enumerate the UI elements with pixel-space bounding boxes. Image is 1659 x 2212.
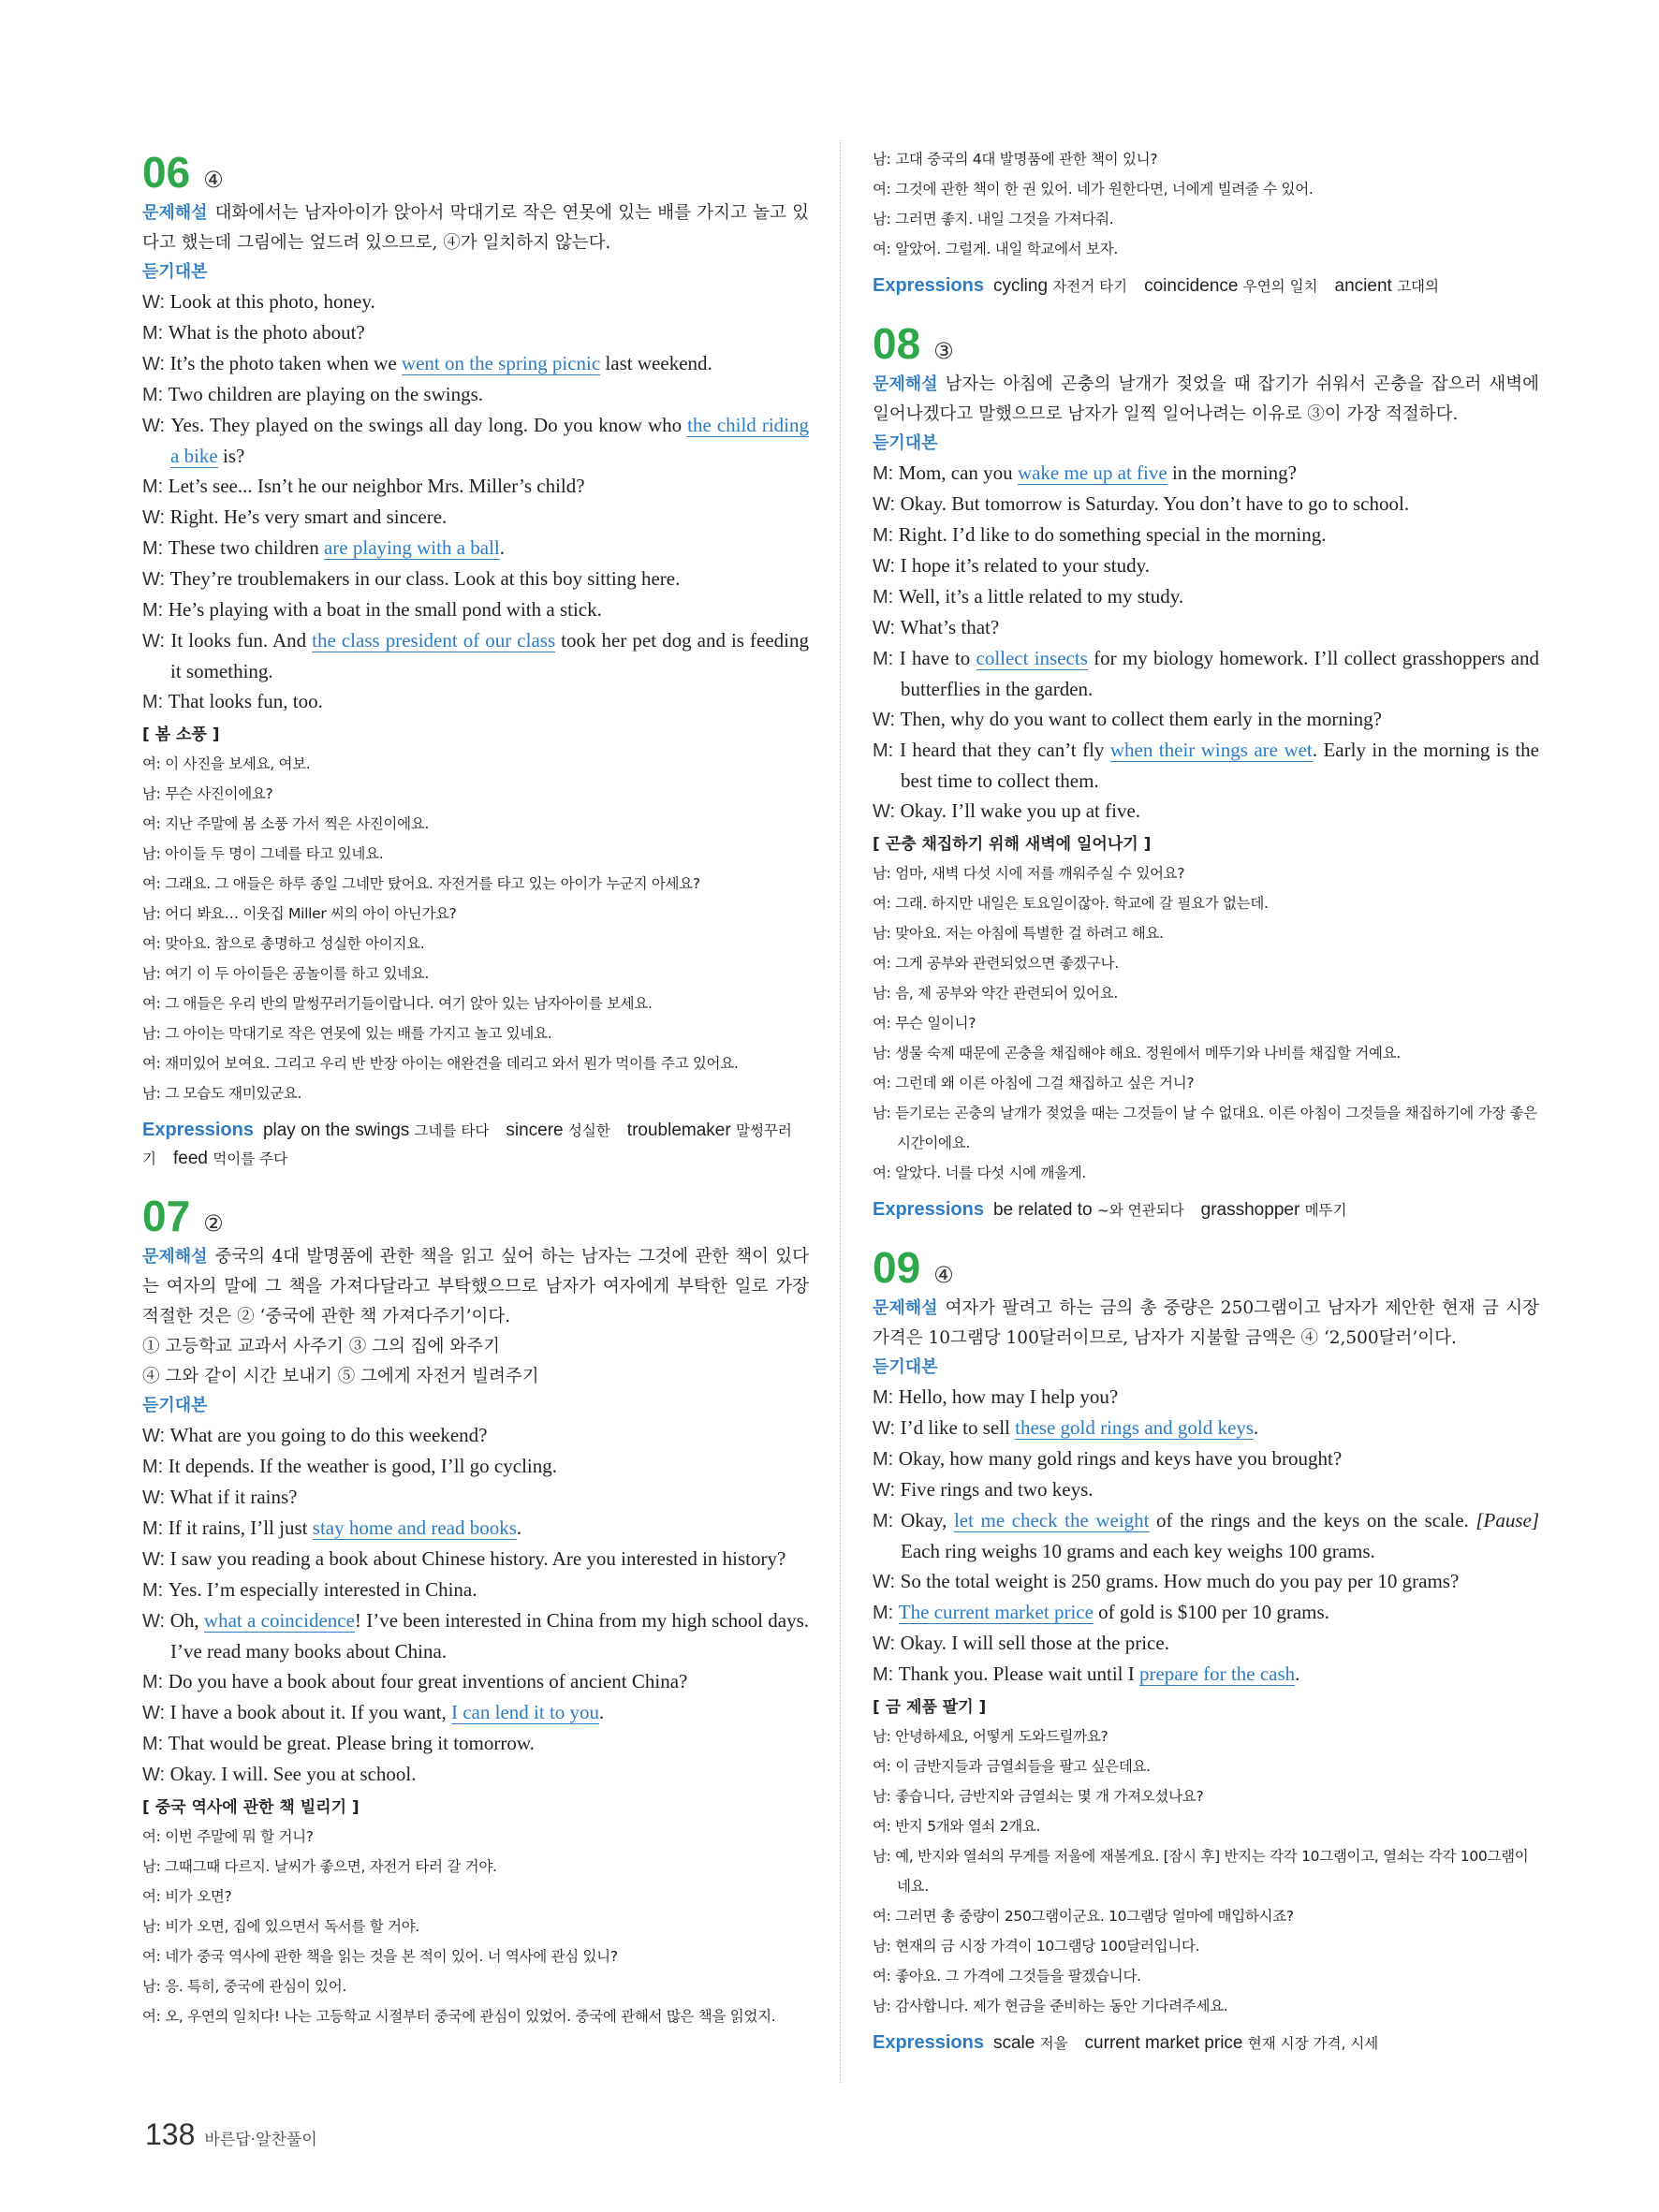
line-text: It’s the photo taken when we bbox=[169, 352, 402, 374]
line-text: I saw you reading a book about Chinese history. Are you interested in history? bbox=[169, 1547, 786, 1570]
question-number: 08 bbox=[873, 319, 921, 368]
translation-list bbox=[142, 749, 809, 1108]
translation-line: 남: 듣기로는 곤충의 날개가 젖었을 때는 그것들이 날 수 없대요. 이른 아침이 그것들을 채집하기에 가장 좋은 시간이에요. bbox=[873, 1105, 1537, 1151]
speaker-label: W: bbox=[873, 494, 901, 515]
speaker-label: W: bbox=[142, 1703, 170, 1723]
translation-line: 여: 반지 5개와 열쇠 2개요. bbox=[873, 1818, 1041, 1835]
translation-line: 남: 현재의 금 시장 가격이 10그램당 100달러입니다. bbox=[873, 1938, 1200, 1955]
translation-line: 여: 그것에 관한 책이 한 권 있어. 네가 원한다면, 너에게 빌려줄 수 있어. bbox=[873, 181, 1314, 198]
expression-meaning: 고대의 bbox=[1397, 278, 1439, 295]
line-text: Okay, how many gold rings and keys have you brought? bbox=[898, 1447, 1343, 1470]
line-text: Look at this photo, honey. bbox=[169, 290, 375, 313]
script-label: 듣기대본 bbox=[142, 1396, 208, 1415]
line-text: Well, it’s a little related to my study. bbox=[898, 585, 1184, 608]
line-text: last weekend. bbox=[600, 352, 712, 374]
script-line bbox=[873, 735, 1539, 796]
page-footer bbox=[145, 2117, 317, 2152]
expression-term: grasshopper bbox=[1200, 1200, 1305, 1220]
explanation bbox=[142, 198, 809, 258]
line-text: What’s that? bbox=[900, 616, 1000, 638]
expressions-label: Expressions bbox=[873, 1199, 984, 1220]
explanation bbox=[873, 1294, 1539, 1354]
key-phrase: prepare for the cash bbox=[1138, 1663, 1296, 1685]
script-line bbox=[142, 1482, 809, 1513]
key-phrase: I can lend it to you bbox=[450, 1701, 600, 1723]
expression-term: cycling bbox=[992, 276, 1053, 296]
translation-line: 여: 그게 공부와 관련되었으면 좋겠구나. bbox=[873, 955, 1119, 972]
speaker-label: M: bbox=[142, 692, 169, 712]
expressions-items bbox=[993, 277, 1456, 296]
expression-term: troublemaker bbox=[626, 1121, 736, 1140]
script-line bbox=[873, 1443, 1539, 1474]
speaker-label: W: bbox=[142, 292, 170, 313]
speaker-label: M: bbox=[142, 476, 169, 497]
options-line-2: ④ 그와 같이 시간 보내기 ⑤ 그에게 자전거 빌려주기 bbox=[142, 1367, 539, 1386]
line-text: I heard that they can’t fly bbox=[899, 739, 1110, 761]
translation-line: 여: 재미있어 보여요. 그리고 우리 반 반장 아이는 애완견을 데리고 와서 뭔가 먹이를 주고 있어요. bbox=[142, 1055, 739, 1072]
speaker-label: W: bbox=[142, 354, 170, 374]
translation-title: [ 곤충 채집하기 위해 새벽에 일어나기 ] bbox=[873, 835, 1152, 854]
translation-line: 남: 예, 반지와 열쇠의 무게를 저울에 재볼게요. [잠시 후] 반지는 각각 10그램이고, 열쇠는 각각 100그램이네요. bbox=[873, 1848, 1529, 1895]
translation-line: 남: 무슨 사진이에요? bbox=[142, 785, 273, 802]
script-line bbox=[873, 1382, 1539, 1413]
speaker-label: M: bbox=[142, 1672, 169, 1692]
line-text: Right. He’s very smart and sincere. bbox=[169, 505, 448, 528]
script-label: 듣기대본 bbox=[873, 433, 938, 453]
translation-line: 여: 비가 오면? bbox=[142, 1888, 232, 1905]
script-line bbox=[142, 1697, 809, 1728]
translation-line: 남: 어디 봐요… 이웃집 Miller 씨의 아이 아닌가요? bbox=[142, 905, 457, 922]
question-07 bbox=[142, 1192, 809, 2031]
expression-meaning: 먹이를 주다 bbox=[213, 1150, 288, 1167]
script-line bbox=[142, 502, 809, 533]
expressions bbox=[873, 2029, 1539, 2058]
script-line bbox=[873, 1474, 1539, 1505]
translation-line: 여: 맞아요. 참으로 총명하고 성실한 아이지요. bbox=[142, 935, 425, 952]
line-text: I have a book about it. If you want, bbox=[169, 1701, 451, 1723]
line-text: It depends. If the weather is good, I’ll go cycling. bbox=[168, 1455, 557, 1477]
question-07-continued bbox=[873, 144, 1539, 300]
script-line bbox=[142, 1420, 809, 1451]
speaker-label: M: bbox=[873, 1664, 899, 1685]
script-line bbox=[873, 704, 1539, 735]
speaker-label: M: bbox=[873, 1511, 902, 1531]
script-list bbox=[142, 1420, 809, 1790]
translation-line: 여: 무슨 일이니? bbox=[873, 1015, 976, 1032]
script-line bbox=[142, 379, 809, 410]
key-phrase: when their wings are wet bbox=[1109, 739, 1313, 761]
expressions-items bbox=[993, 2034, 1395, 2053]
explanation-label: 문제해설 bbox=[873, 374, 938, 394]
speaker-label: W: bbox=[142, 569, 170, 590]
line-text: Each ring weighs 10 grams and each key weighs 100 grams. bbox=[901, 1540, 1375, 1562]
speaker-label: M: bbox=[873, 740, 900, 761]
expression-term: current market price bbox=[1084, 2033, 1248, 2053]
translation-line: 여: 그래. 하지만 내일은 토요일이잖아. 학교에 갈 필요가 없는데. bbox=[873, 895, 1269, 912]
line-text: What if it rains? bbox=[169, 1486, 298, 1508]
translation-line: 남: 감사합니다. 제가 현금을 준비하는 동안 기다려주세요. bbox=[873, 1998, 1228, 2014]
speaker-label: W: bbox=[142, 1611, 170, 1632]
translation-line: 여: 지난 주말에 봄 소풍 가서 찍은 사진이에요. bbox=[142, 815, 430, 832]
translation-line: 남: 생물 숙제 때문에 곤충을 채집해야 해요. 정원에서 메뚜기와 나비를 채집할 거예요. bbox=[873, 1045, 1401, 1062]
line-text: is? bbox=[217, 445, 245, 467]
speaker-label: M: bbox=[873, 1449, 899, 1470]
expressions-label: Expressions bbox=[873, 2032, 984, 2053]
expression-meaning: 메뚜기 bbox=[1304, 1202, 1347, 1219]
key-phrase: the class president of our class bbox=[312, 629, 556, 652]
line-text: What is the photo about? bbox=[168, 321, 365, 344]
speaker-label: W: bbox=[142, 1549, 170, 1570]
speaker-label: M: bbox=[142, 1580, 169, 1601]
script-line bbox=[142, 625, 809, 686]
expression-term: feed bbox=[172, 1149, 213, 1168]
script-line bbox=[142, 1513, 809, 1544]
line-text: What are you going to do this weekend? bbox=[169, 1424, 488, 1446]
question-number: 06 bbox=[142, 148, 191, 197]
key-phrase: the child riding a bike bbox=[170, 414, 809, 467]
script-line bbox=[873, 1505, 1539, 1566]
script-line bbox=[142, 1451, 809, 1482]
key-phrase: wake me up at five bbox=[1017, 461, 1167, 484]
speaker-label: M: bbox=[142, 1518, 169, 1539]
line-text: . bbox=[1295, 1663, 1300, 1685]
answer-mark: ④ bbox=[203, 167, 224, 193]
translation-line: 여: 좋아요. 그 가격에 그것들을 팔겠습니다. bbox=[873, 1968, 1141, 1985]
translation-list bbox=[873, 858, 1539, 1188]
line-text: I hope it’s related to your study. bbox=[900, 554, 1150, 577]
script-line bbox=[142, 594, 809, 625]
column-divider bbox=[840, 140, 841, 2083]
line-text: Do you have a book about four great inventions of ancient China? bbox=[168, 1670, 688, 1692]
speaker-label: M: bbox=[142, 1457, 169, 1477]
line-text: Let’s see... Isn’t he our neighbor Mrs. Miller’s child? bbox=[168, 475, 585, 497]
line-text: for my biology homework. I’ll collect grasshoppers and butterflies in the garden. bbox=[901, 647, 1539, 700]
question-number: 09 bbox=[873, 1243, 921, 1292]
speaker-label: M: bbox=[873, 1603, 899, 1623]
script-line bbox=[142, 348, 809, 379]
line-text: He’s playing with a boat in the small pond with a stick. bbox=[168, 598, 602, 621]
script-line bbox=[873, 520, 1539, 550]
speaker-label: M: bbox=[873, 649, 900, 669]
line-text: I’d like to sell bbox=[900, 1416, 1016, 1439]
script-line bbox=[142, 471, 809, 502]
stage-direction: [Pause] bbox=[1475, 1509, 1539, 1531]
translation-line: 남: 여기 이 두 아이들은 공놀이를 하고 있네요. bbox=[142, 965, 430, 982]
line-text: of the rings and the keys on the scale. bbox=[1149, 1509, 1476, 1531]
expression-meaning: 우연의 일치 bbox=[1242, 278, 1318, 295]
key-phrase: these gold rings and gold keys bbox=[1015, 1416, 1255, 1439]
script-line bbox=[873, 581, 1539, 612]
line-text: Okay. But tomorrow is Saturday. You don’t have to go to school. bbox=[900, 492, 1410, 515]
question-09 bbox=[873, 1243, 1539, 2058]
line-text: Thank you. Please wait until I bbox=[898, 1663, 1139, 1685]
translation-line: 여: 그 애들은 우리 반의 말썽꾸러기들이랍니다. 여기 앉아 있는 남자아이를 보세요. bbox=[142, 995, 653, 1012]
line-text: These two children bbox=[168, 536, 324, 559]
script-line bbox=[873, 550, 1539, 581]
line-text: . bbox=[1254, 1416, 1259, 1439]
speaker-label: M: bbox=[142, 323, 169, 344]
line-text: That looks fun, too. bbox=[168, 690, 323, 712]
expression-meaning: 저울 bbox=[1039, 2035, 1068, 2052]
line-text: Five rings and two keys. bbox=[900, 1478, 1094, 1501]
translation-line: 남: 응. 특히, 중국에 관심이 있어. bbox=[142, 1978, 347, 1995]
line-text: . bbox=[499, 536, 506, 559]
expression-meaning: 그네를 타다 bbox=[414, 1122, 490, 1139]
expression-meaning: ~와 연관되다 bbox=[1096, 1202, 1184, 1219]
expression-meaning: 현재 시장 가격, 시세 bbox=[1247, 2035, 1379, 2052]
line-text: Okay, bbox=[901, 1509, 954, 1531]
translation-line: 여: 그러면 총 중량이 250그램이군요. 10그램당 얼마에 매입하시죠? bbox=[873, 1908, 1294, 1925]
translation-line: 남: 비가 오면, 집에 있으면서 독서를 할 거야. bbox=[142, 1918, 420, 1935]
key-phrase: let me check the weight bbox=[953, 1509, 1150, 1531]
script-line bbox=[873, 796, 1539, 827]
translation-line: 남: 그 모습도 재미있군요. bbox=[142, 1085, 302, 1102]
right-column bbox=[873, 140, 1539, 2076]
translation-line: 여: 오, 우연의 일치다! 나는 고등학교 시절부터 중국에 관심이 있었어. 중국에 관해서 많은 책을 읽었지. bbox=[142, 2008, 776, 2025]
translation-title: [ 봄 소풍 ] bbox=[142, 725, 220, 744]
speaker-label: M: bbox=[873, 525, 899, 546]
script-line bbox=[142, 410, 809, 471]
line-text: . Early in the morning is the best time to collect them. bbox=[901, 739, 1539, 792]
script-line bbox=[142, 533, 809, 564]
left-column bbox=[142, 140, 809, 2050]
translation-line: 여: 알았다. 너를 다섯 시에 깨울게. bbox=[873, 1165, 1087, 1181]
speaker-label: W: bbox=[142, 507, 170, 528]
key-phrase: stay home and read books bbox=[312, 1516, 517, 1539]
script-line bbox=[873, 1628, 1539, 1659]
script-line bbox=[873, 1413, 1539, 1443]
line-text: If it rains, I’ll just bbox=[168, 1516, 313, 1539]
translation-line: 남: 그때그때 다르지. 날씨가 좋으면, 자전거 타러 갈 거야. bbox=[142, 1858, 497, 1875]
expressions-items bbox=[993, 1201, 1364, 1220]
line-text: So the total weight is 250 grams. How much do you pay per 10 grams? bbox=[900, 1570, 1460, 1592]
expressions bbox=[142, 1116, 809, 1173]
expressions bbox=[873, 271, 1539, 300]
translation-line: 남: 음, 제 공부와 약간 관련되어 있어요. bbox=[873, 985, 1119, 1002]
explanation bbox=[142, 1242, 809, 1332]
key-phrase: collect insects bbox=[976, 647, 1088, 669]
script-line bbox=[873, 1659, 1539, 1690]
speaker-label: W: bbox=[142, 631, 171, 652]
script-line bbox=[142, 1728, 809, 1759]
script-label: 듣기대본 bbox=[142, 262, 208, 282]
line-text: ! I’ve been interested in China from my high school days. I’ve read many books about China. bbox=[170, 1609, 809, 1663]
key-phrase: went on the spring picnic bbox=[401, 352, 601, 374]
explanation-text: 남자는 아침에 곤충의 날개가 젖었을 때 잡기가 쉬워서 곤충을 잡으러 새벽에 일어나겠다고 말했으므로 남자가 일찍 일어나려는 이유로 ③이 가장 적절하다. bbox=[873, 374, 1539, 424]
translation-line: 여: 그런데 왜 이른 아침에 그걸 채집하고 싶은 거니? bbox=[873, 1075, 1195, 1091]
line-text: They’re troublemakers in our class. Look at this boy sitting here. bbox=[169, 567, 681, 590]
line-text: Yes. I’m especially interested in China. bbox=[168, 1578, 477, 1601]
line-text: took her pet dog and is feeding it something. bbox=[170, 629, 809, 682]
explanation-text: 여자가 팔려고 하는 금의 총 중량은 250그램이고 남자가 제안한 현재 금 시장 가격은 10그램당 100달러이므로, 남자가 지불할 금액은 ④ ‘2,500달러’이다. bbox=[873, 1298, 1539, 1348]
explanation-label: 문제해설 bbox=[873, 1298, 938, 1318]
line-text: Two children are playing on the swings. bbox=[168, 383, 483, 405]
line-text: It looks fun. And bbox=[170, 629, 313, 652]
translation-line: 여: 이번 주말에 뭐 할 거니? bbox=[142, 1828, 314, 1845]
translation-list bbox=[142, 1822, 809, 2031]
translation-line: 여: 그래요. 그 애들은 하루 종일 그네만 탔어요. 자전거를 타고 있는 아이가 누군지 아세요? bbox=[142, 875, 700, 892]
speaker-label: W: bbox=[873, 801, 901, 822]
key-phrase: what a coincidence bbox=[203, 1609, 355, 1632]
line-text: I have to bbox=[899, 647, 976, 669]
translation-line: 남: 좋습니다, 금반지와 금열쇠는 몇 개 가져오셨나요? bbox=[873, 1788, 1204, 1805]
translation-line: 남: 안녕하세요, 어떻게 도와드릴까요? bbox=[873, 1728, 1108, 1745]
answer-mark: ② bbox=[203, 1210, 224, 1237]
line-text: Mom, can you bbox=[898, 461, 1018, 484]
question-08 bbox=[873, 319, 1539, 1224]
translation-line: 남: 그러면 좋지. 내일 그것을 가져다줘. bbox=[873, 211, 1114, 227]
script-line bbox=[142, 1544, 809, 1575]
line-text: Yes. They played on the swings all day long. Do you know who bbox=[170, 414, 688, 436]
translation-line: 남: 아이들 두 명이 그네를 타고 있네요. bbox=[142, 845, 384, 862]
script-list bbox=[873, 458, 1539, 827]
expression-term: scale bbox=[992, 2033, 1040, 2053]
speaker-label: W: bbox=[142, 1426, 170, 1446]
speaker-label: W: bbox=[873, 556, 901, 577]
speaker-label: W: bbox=[873, 710, 901, 730]
expression-term: be related to bbox=[992, 1200, 1097, 1220]
speaker-label: W: bbox=[873, 1418, 901, 1439]
script-line bbox=[873, 458, 1539, 489]
script-line bbox=[873, 612, 1539, 643]
script-line bbox=[873, 1566, 1539, 1597]
expressions-label: Expressions bbox=[873, 275, 984, 296]
expression-term: coincidence bbox=[1144, 276, 1243, 296]
line-text: That would be great. Please bring it tomorrow. bbox=[168, 1732, 535, 1754]
script-line bbox=[142, 1666, 809, 1697]
explanation-text: 대화에서는 남자아이가 앉아서 막대기로 작은 연못에 있는 배를 가지고 놀고 있다고 했는데 그림에는 엎드려 있으므로, ④가 일치하지 않는다. bbox=[142, 203, 809, 253]
translation-line: 남: 엄마, 새벽 다섯 시에 저를 깨워주실 수 있어요? bbox=[873, 865, 1185, 882]
line-text: Right. I’d like to do something special in the morning. bbox=[898, 523, 1327, 546]
book-title: 바른답·알찬풀이 bbox=[204, 2131, 317, 2149]
script-line bbox=[873, 489, 1539, 520]
expression-meaning: 자전거 타기 bbox=[1052, 278, 1128, 295]
script-line bbox=[142, 564, 809, 594]
speaker-label: W: bbox=[873, 1480, 901, 1501]
speaker-label: M: bbox=[142, 1734, 169, 1754]
explanation-label: 문제해설 bbox=[142, 203, 208, 223]
script-list bbox=[142, 286, 809, 717]
options-line-1: ① 고등학교 교과서 사주기 ③ 그의 집에 와주기 bbox=[142, 1337, 500, 1356]
speaker-label: M: bbox=[142, 385, 169, 405]
explanation-label: 문제해설 bbox=[142, 1247, 208, 1267]
translation-list bbox=[873, 1721, 1539, 2021]
speaker-label: M: bbox=[873, 463, 899, 484]
line-text: Okay. I’ll wake you up at five. bbox=[900, 799, 1141, 822]
speaker-label: W: bbox=[142, 416, 171, 436]
speaker-label: M: bbox=[142, 600, 169, 621]
script-label: 듣기대본 bbox=[873, 1357, 938, 1377]
explanation bbox=[873, 370, 1539, 430]
translation-title: [ 중국 역사에 관한 책 빌리기 ] bbox=[142, 1798, 360, 1817]
line-text: Hello, how may I help you? bbox=[898, 1385, 1119, 1408]
line-text: . bbox=[516, 1516, 522, 1539]
page-number: 138 bbox=[145, 2117, 196, 2151]
question-06 bbox=[142, 148, 809, 1173]
script-list bbox=[873, 1382, 1539, 1690]
script-line bbox=[142, 1605, 809, 1666]
script-line bbox=[142, 1575, 809, 1605]
speaker-label: W: bbox=[873, 1572, 901, 1592]
speaker-label: M: bbox=[142, 538, 169, 559]
question-number: 07 bbox=[142, 1192, 191, 1240]
key-phrase: are playing with a ball bbox=[323, 536, 500, 559]
speaker-label: M: bbox=[873, 1387, 899, 1408]
speaker-label: W: bbox=[142, 1487, 170, 1508]
script-line bbox=[142, 686, 809, 717]
translation-title: [ 금 제품 팔기 ] bbox=[873, 1698, 987, 1717]
line-text: in the morning? bbox=[1167, 461, 1297, 484]
translation-line: 여: 이 사진을 보세요, 여보. bbox=[142, 755, 311, 772]
speaker-label: W: bbox=[142, 1765, 170, 1785]
explanation-text: 중국의 4대 발명품에 관한 책을 읽고 싶어 하는 남자는 그것에 관한 책이 있다는 여자의 말에 그 책을 가져다달라고 부탁했으므로 남자가 여자에게 부탁한 일로 가장 적절한 것은 ② ‘중국에 관한 책 가져다주기’이다. bbox=[142, 1247, 809, 1326]
translation-line: 여: 이 금반지들과 금열쇠들을 팔고 싶은데요. bbox=[873, 1758, 1151, 1775]
script-line bbox=[873, 1597, 1539, 1628]
expression-term: play on the swings bbox=[262, 1121, 415, 1140]
translation-line: 남: 맞아요. 저는 아침에 특별한 걸 하려고 해요. bbox=[873, 925, 1164, 942]
translation-line: 여: 알았어. 그럴게. 내일 학교에서 보자. bbox=[873, 241, 1119, 257]
translation-line: 여: 네가 중국 역사에 관한 책을 읽는 것을 본 적이 있어. 너 역사에 관심 있니? bbox=[142, 1948, 618, 1965]
line-text: of gold is $100 per 10 grams. bbox=[1093, 1601, 1329, 1623]
answer-mark: ③ bbox=[933, 338, 954, 364]
script-line bbox=[142, 317, 809, 348]
line-text: Okay. I will. See you at school. bbox=[169, 1763, 417, 1785]
script-line bbox=[142, 1759, 809, 1790]
line-text: Then, why do you want to collect them early in the morning? bbox=[900, 708, 1383, 730]
line-text: Okay. I will sell those at the price. bbox=[900, 1632, 1169, 1654]
line-text: . bbox=[599, 1701, 605, 1723]
script-line bbox=[142, 286, 809, 317]
line-text: Oh, bbox=[169, 1609, 204, 1632]
answer-mark: ④ bbox=[933, 1262, 954, 1288]
expression-term: sincere bbox=[506, 1121, 568, 1140]
expression-meaning: 말썽꾸러기 bbox=[142, 1122, 792, 1167]
translation-list bbox=[873, 144, 1539, 264]
translation-line: 남: 고대 중국의 4대 발명품에 관한 책이 있니? bbox=[873, 151, 1158, 168]
speaker-label: M: bbox=[873, 587, 899, 608]
expression-meaning: 성실한 bbox=[567, 1122, 610, 1139]
speaker-label: W: bbox=[873, 618, 901, 638]
key-phrase: The current market price bbox=[898, 1601, 1094, 1623]
expressions bbox=[873, 1195, 1539, 1224]
expressions-label: Expressions bbox=[142, 1120, 254, 1140]
script-line bbox=[873, 643, 1539, 704]
expression-term: ancient bbox=[1334, 276, 1398, 296]
speaker-label: W: bbox=[873, 1633, 901, 1654]
translation-line: 남: 그 아이는 막대기로 작은 연못에 있는 배를 가지고 놀고 있네요. bbox=[142, 1025, 552, 1042]
